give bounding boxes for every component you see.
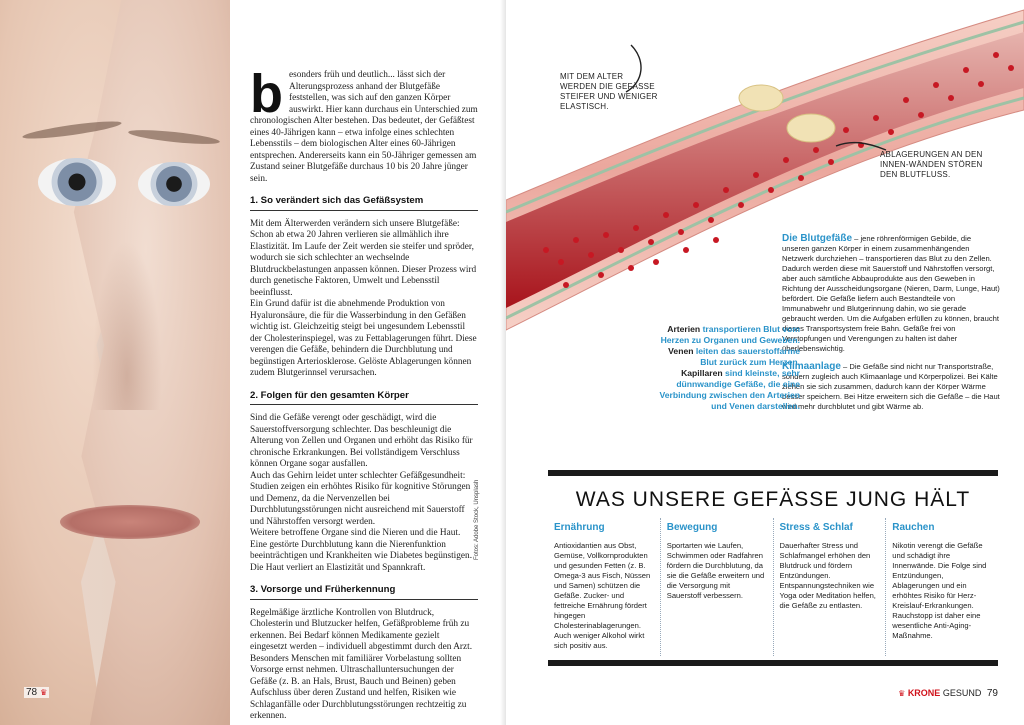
crown-icon: ♛ bbox=[898, 689, 906, 698]
section-3-paragraph-1: Regelmäßige ärztliche Kontrollen von Blutdruck, Cholesterin und Blutzucker helfen, Gefäßprobleme früh zu erkennen. Bei Bedarf können Medikamente gezielt eingesetzt werden – individuell abgestimmt durch den Arzt. Besonders Menschen mit familiärer Vorbelastung sollten Vorsorge ernst nehmen. Ultraschalluntersuchungen der Gefäße (z. B. an Hals, Brust, Bauch und Beinen) geben Aufschluss über deren Zustand und helfen, Risiken wie Schlaganfälle oder Durchblutungsstörungen rechtzeitig zu erkennen. bbox=[250, 607, 473, 721]
section-2-paragraph-1: Sind die Gefäße verengt oder geschädigt, wird die Sauerstoffversorgung schlechter. Das beschleunigt die Alterung von Zellen und Organen und erhöht das Risiko für chronische Erkrankungen. Bei vollständigem Verschluss können Organe sogar ausfallen. bbox=[250, 413, 473, 469]
intro-paragraph bbox=[250, 64, 478, 185]
section-heading-2: 2. Folgen für den gesamten Körper bbox=[250, 390, 478, 406]
info-vessels bbox=[782, 234, 1000, 354]
guide-column-title: Bewegung bbox=[666, 522, 718, 533]
guide-column-smoking bbox=[886, 518, 998, 656]
page-number-left-value: 78 bbox=[26, 687, 38, 698]
info-box bbox=[782, 234, 1000, 420]
guide-column-exercise bbox=[661, 518, 774, 656]
guide-column-text: Sportarten wie Laufen, Schwimmen oder Radfahren fördern die Durchblutung, da sie die Gefäße erweitern und die Versorgung mit Sauerstoff verbessern. bbox=[666, 541, 765, 600]
section-1-paragraph-2: Ein Grund dafür ist die abnehmende Produktion von Hyaluronsäure, die für die Wasserbindung in den Gefäßen wichtig ist. Gleichzeitig steigt bei ungesundem Lebensstil der Cholesterinspiegel, was zu Fettablagerungen führt. Diese verengen die Gefäße, behindern die Durchblutung und begünstigen Arteriosklerose. Gelöste Ablagerungen können zudem Blutgerinnsel verursachen. bbox=[250, 299, 477, 378]
capillaries-desc: sind kleinste, sehr dünnwandige Gefäße, die eine Verbindung zwischen den Arterien und Venen darstellen. bbox=[659, 368, 800, 411]
page-footer-right bbox=[895, 688, 998, 699]
capillaries-label: Kapillaren bbox=[681, 368, 723, 378]
lips bbox=[60, 505, 200, 539]
guide-columns bbox=[548, 518, 998, 656]
intro-text: esonders früh und deutlich... lässt sich der Alterungsprozess anhand der Blutgefäße feststellen, was sich auf den ganzen Körper auswirkt. Hier kann durchaus ein Unterschied zum chronologischen Alter bestehen. Das bedeutet, der Gefäßtest eines 40-Jährigen kann – etwa infolge eines schlechten Lebensstils – dem biologischen Alter eines 60-Jährigen entsprechen. Andererseits kann ein 50-Jähriger gemessen am Zustand seiner Blutgefäße durchaus 10 bis 20 Jahre jünger sein. bbox=[250, 70, 478, 184]
left-page bbox=[0, 0, 506, 725]
guide-column-text: Dauerhafter Stress und Schlafmangel erhöhen den Blutdruck und fördern Entzündungen. Entspannungstechniken wie Yoga oder Meditation helfen, die Gefäße zu entlasten. bbox=[779, 541, 876, 610]
photo-credit: Fotos: Adobe Stock, Unsplash bbox=[474, 479, 480, 560]
guide-column-nutrition bbox=[548, 518, 661, 656]
dropcap: b bbox=[250, 64, 283, 124]
article-body bbox=[250, 64, 478, 723]
guide-top-rule bbox=[548, 470, 998, 476]
plaque-deposit-1 bbox=[739, 85, 783, 111]
veins-label: Venen bbox=[668, 346, 694, 356]
guide-column-title: Stress & Schlaf bbox=[779, 522, 853, 533]
section-heading-1: 1. So verändert sich das Gefäßsystem bbox=[250, 195, 478, 211]
info-vessels-text: – jene röhrenförmigen Gebilde, die unseren ganzen Körper in einem zusammenhängenden Netzwerk durchziehen – transportieren das Blut zu den Zellen. Dadurch werden diese mit Sauerstoff und Nährstoffen versorgt, aber auch sämtliche Abbauprodukte aus den Geweben in Richtung der Ausscheidungsorgane (Nieren, Darm, Lunge, Haut) befördert. Die Gefäße liefern auch Bestandteile von Immunabwehr und Blutgerinnung dahin, wo sie gerade gebraucht werden. Um die Aufgaben erfüllen zu können, braucht dieses Transportsystem freie Bahn. Gefäße frei von Verstopfungen und Verengungen zu halten ist daher überlebenswichtig. bbox=[782, 234, 1000, 353]
section-2-paragraph-2: Auch das Gehirn leidet unter schlechter Gefäßgesundheit: Studien zeigen ein erhöhtes Risiko für kognitive Störungen und Demenz, da die Nervenzellen bei Durchblutungsstörungen nicht ausreichend mit Sauerstoff und Nährstoffen versorgt werden. bbox=[250, 470, 471, 527]
plaque-deposit-2 bbox=[787, 114, 835, 142]
page-number-left bbox=[24, 687, 49, 698]
guide-bottom-rule bbox=[548, 660, 998, 666]
veins-desc: leiten das sauerstoffarme Blut zurück zum Herzen. bbox=[693, 346, 800, 367]
info-climate-text: – Die Gefäße sind nicht nur Transportstraße, sondern zugleich auch Klimaanlage und Körperpolizei. Bei Kälte ziehen sie sich zusammen, dadurch kann der Körper Wärme besser speichern. Bei Hitze erweitern sich die Gefäße – die Haut wird mehr durchblutet und gibt Wärme ab. bbox=[782, 362, 1000, 411]
footer-brand: KRONE bbox=[907, 688, 941, 698]
info-climate-title: Klimaanlage bbox=[782, 361, 841, 372]
section-1-paragraph-1: Mit dem Älterwerden verändern sich unsere Blutgefäße: Schon ab etwa 20 Jahren verlieren sie allmählich ihre Elastizität. Im Laufe der Zeit werden sie steifer und spröder, wodurch sie sich schlechter an wechselnde Blutdruckbelastungen anpassen können. Dieser Prozess wird durch genetische Faktoren, Umwelt und Lebensstil beeinflusst. bbox=[250, 218, 477, 298]
guide-column-text: Antioxidantien aus Obst, Gemüse, Vollkornprodukten und gesunden Fetten (z. B. Omega-3 aus Fisch, Nüssen und Samen) schützen die Gefäße. Zucker- und fettreiche Ernährung fördert hingegen Cholesterinablagerungen. Auch weniger Alkohol wirkt sich positiv aus. bbox=[554, 541, 651, 650]
guide-title: WAS UNSERE GEFÄSSE JUNG HÄLT bbox=[575, 488, 971, 511]
callout-deposits: ABLAGERUNGEN AN DEN INNEN-WÄNDEN STÖREN DEN BLUTFLUSS. bbox=[880, 150, 983, 179]
arteries-label: Arterien bbox=[667, 324, 701, 334]
info-climate bbox=[782, 362, 1000, 412]
callout-stiff-vessels: MIT DEM ALTER WERDEN DIE GEFÄSSE STEIFER UND WENIGER ELASTISCH. bbox=[560, 72, 658, 111]
eye-young bbox=[38, 158, 116, 206]
guide-column-title: Rauchen bbox=[892, 522, 935, 533]
arteries-veins-text bbox=[658, 324, 800, 412]
guide-column-title: Ernährung bbox=[554, 522, 605, 533]
arteries-desc: transportieren Blut vom Herzen zu Organen und Geweben. bbox=[660, 324, 800, 345]
footer-section: GESUND bbox=[942, 688, 982, 698]
page-number-right: 79 bbox=[986, 688, 998, 699]
info-vessels-title: Die Blutgefäße bbox=[782, 233, 853, 244]
section-heading-3: 3. Vorsorge und Früherkennung bbox=[250, 584, 478, 600]
portrait-image bbox=[0, 0, 230, 725]
guide-column-stress-sleep bbox=[774, 518, 887, 656]
crown-icon: ♛ bbox=[40, 688, 48, 697]
eye-old bbox=[138, 162, 210, 206]
guide-column-text: Nikotin verengt die Gefäße und schädigt ihre Innenwände. Die Folge sind Entzündungen, Ablagerungen und ein erhöhtes Risiko für Herz-Kreislauf-Erkrankungen. Rauchstopp ist daher eine wesentliche Anti-Aging-Maßnahme. bbox=[892, 541, 987, 640]
section-2-paragraph-3: Weitere betroffene Organe sind die Nieren und die Haut. Eine gestörte Durchblutung kann die Nierenfunktion beeinträchtigen und Krankheiten wie Diabetes begünstigen. Die Haut verliert an Elastizität und Spannkraft. bbox=[250, 528, 473, 573]
